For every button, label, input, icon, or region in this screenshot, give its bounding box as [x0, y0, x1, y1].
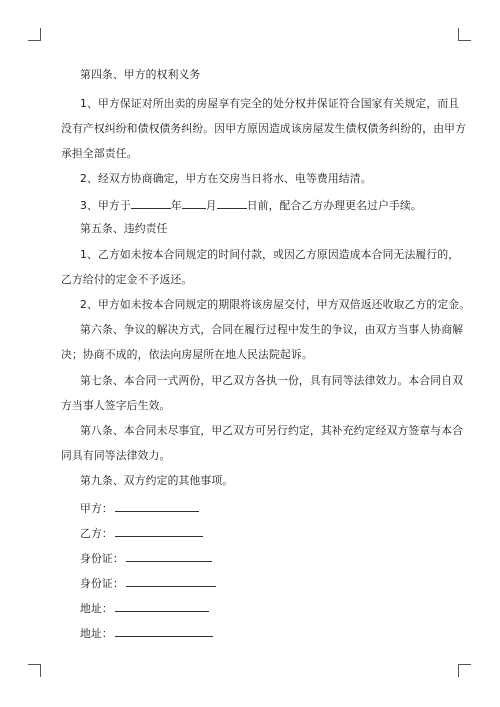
- address-blank-2: [115, 625, 213, 637]
- year-blank: [131, 197, 171, 209]
- article-5-clause-2: 2、甲方如未按本合同规定的期限将该房屋交付，甲方双倍返还收取乙方的定金。: [80, 298, 471, 311]
- id-card-field-2: [80, 575, 216, 591]
- address-blank-1: [115, 600, 209, 612]
- clause-3-suffix: 日前，配合乙方办理更名过户手续。: [246, 199, 422, 212]
- article-5-heading: 第五条、违约责任: [80, 222, 168, 235]
- article-8-line-1: 第八条、本合同未尽事宜，甲乙双方可另行约定，其补充约定经双方签章与本合: [80, 424, 464, 437]
- clause-3-prefix: 3、甲方于: [80, 199, 131, 212]
- day-blank: [217, 197, 247, 209]
- article-4-clause-1-line-3: 承担全部责任。: [61, 147, 138, 160]
- article-7-line-1: 第七条、本合同一式两份，甲乙双方各执一份，具有同等法律效力。本合同自双: [80, 374, 464, 387]
- address-label-2: 地址：: [80, 627, 113, 640]
- month-label: 月: [205, 199, 217, 212]
- id-card-field-1: [80, 550, 212, 566]
- party-b-blank: [115, 525, 203, 537]
- corner-mark-top-left: [28, 28, 41, 41]
- address-field-1: [80, 600, 209, 616]
- id-card-label-1: 身份证：: [80, 552, 124, 565]
- party-a-label: 甲方：: [80, 502, 113, 515]
- address-field-2: [80, 625, 213, 641]
- party-b-field: [80, 525, 203, 541]
- article-7-line-2: 方当事人签字后生效。: [61, 399, 171, 412]
- party-a-field: [80, 500, 199, 516]
- article-6-line-1: 第六条、争议的解决方式，合同在履行过程中发生的争议，由双方当事人协商解: [80, 323, 464, 336]
- article-6-line-2: 决；协商不成的，依法向房屋所在地人民法院起诉。: [61, 348, 313, 361]
- year-label: 年: [170, 199, 182, 212]
- month-blank: [182, 197, 206, 209]
- article-8-line-2: 同具有同等法律效力。: [61, 449, 171, 462]
- id-card-label-2: 身份证：: [80, 577, 124, 590]
- id-card-blank-2: [126, 575, 216, 587]
- article-5-clause-1-line-1: 1、乙方如未按本合同规定的时间付款，或因乙方原因造成本合同无法履行的，: [80, 248, 460, 261]
- corner-mark-top-right: [458, 28, 471, 41]
- article-4-heading: 第四条、甲方的权利义务: [80, 68, 201, 81]
- corner-mark-bottom-right: [458, 664, 471, 677]
- article-5-clause-1-line-2: 乙方给付的定金不予返还。: [61, 273, 193, 286]
- id-card-blank-1: [126, 550, 212, 562]
- article-4-clause-1-line-2: 没有产权纠纷和债权债务纠纷。因甲方原因造成该房屋发生债权债务纠纷的，由甲方: [61, 122, 467, 135]
- party-a-blank: [115, 500, 199, 512]
- address-label-1: 地址：: [80, 602, 113, 615]
- party-b-label: 乙方：: [80, 527, 113, 540]
- corner-mark-bottom-left: [28, 664, 41, 677]
- article-9-heading: 第九条、双方约定的其他事项。: [80, 474, 234, 487]
- article-4-clause-3: [80, 197, 422, 213]
- article-4-clause-2: 2、经双方协商确定，甲方在交房当日将水、电等费用结清。: [80, 172, 372, 185]
- article-4-clause-1-line-1: 1、甲方保证对所出卖的房屋享有完全的处分权并保证符合国家有关规定，而且: [80, 97, 460, 110]
